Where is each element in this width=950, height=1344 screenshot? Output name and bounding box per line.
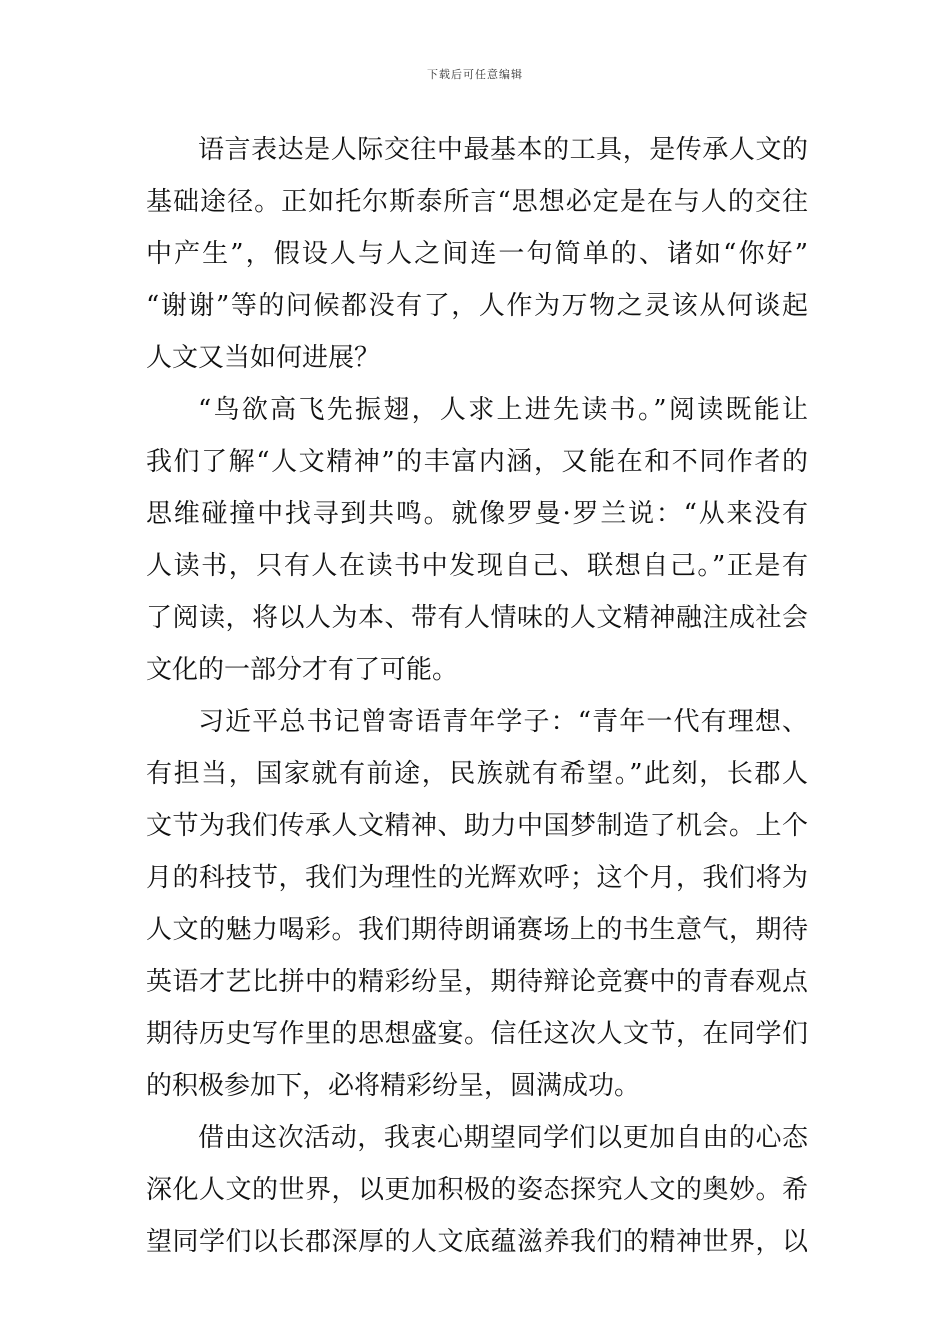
text-line: 人读书，只有人在读书中发现自己、联想自己。”正是有 bbox=[146, 551, 808, 581]
paragraph-1 bbox=[146, 124, 808, 384]
text-line: 我们了解“人文精神”的丰富内涵，又能在和不同作者的 bbox=[146, 447, 808, 477]
text-line: 习近平总书记曾寄语青年学子：“青年一代有理想、 bbox=[198, 707, 808, 737]
paragraph-4 bbox=[146, 1112, 808, 1268]
text-line: 基础途径。正如托尔斯泰所言“思想必定是在与人的交往 bbox=[146, 187, 808, 217]
text-line: 有担当，国家就有前途，民族就有希望。”此刻，长郡人 bbox=[146, 759, 808, 789]
text-line: 文节为我们传承人文精神、助力中国梦制造了机会。上个 bbox=[146, 811, 808, 841]
text-line: “鸟欲高飞先振翅，人求上进先读书。”阅读既能让 bbox=[198, 395, 808, 425]
page-header: 下载后可任意编辑 bbox=[427, 68, 523, 81]
text-line: 人文的魅力喝彩。我们期待朗诵赛场上的书生意气，期待 bbox=[146, 915, 808, 945]
text-line: 月的科技节，我们为理性的光辉欢呼；这个月，我们将为 bbox=[146, 863, 808, 893]
paragraph-2 bbox=[146, 384, 808, 696]
text-line: 文化的一部分才有了可能。 bbox=[146, 655, 459, 685]
text-line: 英语才艺比拼中的精彩纷呈，期待辩论竞赛中的青春观点 bbox=[146, 967, 808, 997]
document-body bbox=[146, 124, 808, 1268]
text-line: 思维碰撞中找寻到共鸣。就像罗曼·罗兰说：“从来没有 bbox=[146, 499, 808, 529]
text-line: “谢谢”等的问候都没有了，人作为万物之灵该从何谈起 bbox=[146, 291, 808, 321]
text-line: 了阅读，将以人为本、带有人情味的人文精神融注成社会 bbox=[146, 603, 808, 633]
text-line: 望同学们以长郡深厚的人文底蕴滋养我们的精神世界，以 bbox=[146, 1227, 808, 1257]
paragraph-3 bbox=[146, 696, 808, 1112]
text-line: 的积极参加下，必将精彩纷呈，圆满成功。 bbox=[146, 1071, 641, 1101]
text-line: 中产生”，假设人与人之间连一句简单的、诸如“你好” bbox=[146, 239, 808, 269]
text-line: 借由这次活动，我衷心期望同学们以更加自由的心态 bbox=[198, 1123, 808, 1153]
text-line: 期待历史写作里的思想盛宴。信任这次人文节，在同学们 bbox=[146, 1019, 808, 1049]
text-line: 深化人文的世界，以更加积极的姿态探究人文的奥妙。希 bbox=[146, 1175, 808, 1205]
text-line: 人文又当如何进展？ bbox=[146, 343, 381, 373]
text-line: 语言表达是人际交往中最基本的工具，是传承人文的 bbox=[198, 135, 808, 165]
